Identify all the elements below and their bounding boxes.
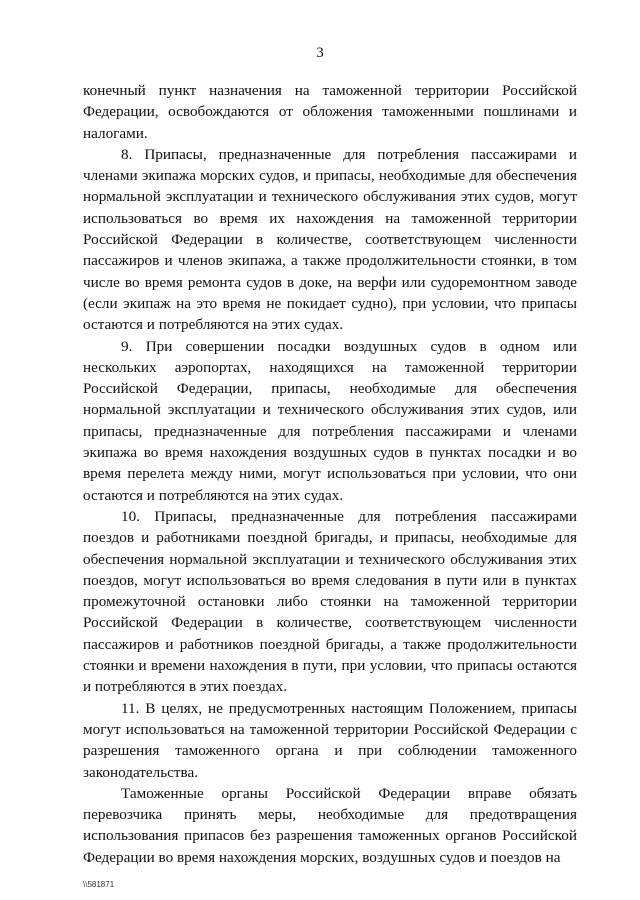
paragraph-item-8: 8. Припасы, предназначенные для потребления пассажирами и членами экипажа морских судов, и припасы, необходимые для обеспечения нормальной эксплуатации и технического обслуживания этих судов, могут использоваться во время их нахождения на таможенной территории Российской Федерации в количестве, соответствующем численности пассажиров и членов экипажа, а также продолжительности стоянки, в том числе во время ремонта судов в доке, на верфи или судоремонтном заводе (если экипаж на это время не покидает судно), при условии, что припасы остаются и потребляются на этих судах. [83,145,577,334]
document-code: \\581871 [83,880,115,889]
document-body [83,80,577,868]
paragraph-item-10: 10. Припасы, предназначенные для потребления пассажирами поездов и работниками поездной бригады, и припасы, необходимые для обеспечения нормальной эксплуатации и технического обслуживания этих поездов, могут использоваться во время следования в пути или в пунктах промежуточной остановки либо стоянки на таможенной территории Российской Федерации в количестве, соответствующем численности пассажиров и работников поездной бригады, а также продолжительности стоянки и времени нахождения в пути, при условии, что припасы остаются и потребляются в этих поездах. [83,507,577,696]
paragraph-item-9: 9. При совершении посадки воздушных судов в одном или нескольких аэропортах, находящихся на таможенной территории Российской Федерации, припасы, необходимые для обеспечения нормальной эксплуатации и технического обслуживания этих судов, или припасы, предназначенные для потребления пассажирами и членами экипажа во время нахождения воздушных судов в пунктах посадки и во время перелета между ними, могут использоваться при условии, что они остаются и потребляются на этих судах. [83,337,577,504]
paragraph-item-11: 11. В целях, не предусмотренных настоящим Положением, припасы могут использоваться на таможенной территории Российской Федерации с разрешения таможенного органа и при соблюдении таможенного законодательства. [83,699,577,781]
paragraph-continuation: конечный пункт назначения на таможенной территории Российской Федерации, освобождаются от обложения таможенными пошлинами и налогами. [83,82,577,142]
paragraph-customs-authority: Таможенные органы Российской Федерации вправе обязать перевозчика принять меры, необходимые для предотвращения использования припасов без разрешения таможенных органов Российской Федерации во время нахождения морских, воздушных судов и поездов на [83,784,577,866]
page-number: 3 [316,45,324,61]
